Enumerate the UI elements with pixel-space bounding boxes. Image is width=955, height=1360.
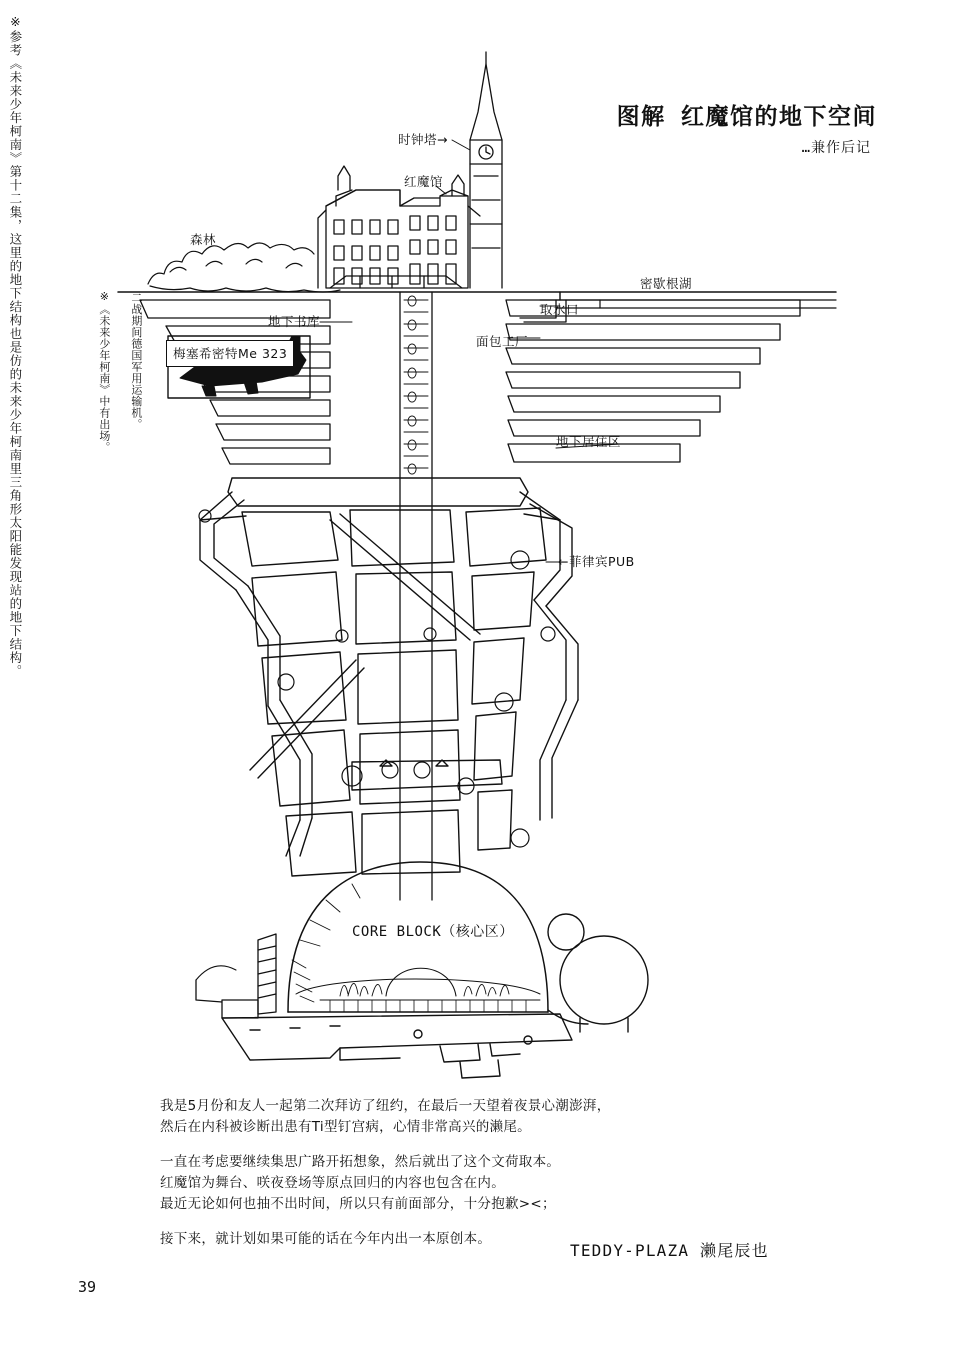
label-clock-tower: 时钟塔→: [398, 132, 448, 147]
afterword-p2-line1: 一直在考虑要继续集思广路开拓想象，然后就出了这个文荷取本。: [160, 1153, 561, 1170]
core-foundation-slab: [222, 1014, 572, 1078]
inner-vertical-note-1: ※《未来少年柯南》中有出场。: [97, 290, 111, 453]
afterword-p2-line3: 最近无论如何也抽不出时间，所以只有前面部分，十分抱歉><；: [160, 1195, 556, 1212]
page-subtitle: …兼作后记: [801, 140, 871, 156]
afterword-p3-line1: 接下来，就计划如果可能的话在今年内出一本原创本。: [160, 1230, 492, 1247]
label-scarlet-mansion: 红魔馆: [404, 174, 444, 189]
mid-section-chambers: [228, 478, 546, 876]
label-core-block: CORE BLOCK（核心区）: [352, 924, 514, 940]
afterword-p1-line1: 我是5月份和友人一起第二次拜访了纽约，在最后一天望着夜景心潮澎湃，: [160, 1098, 611, 1114]
afterword-p1-line2: 然后在内科被诊断出患有Ti型钉宫病，心情非常高兴的濑尾。: [160, 1118, 531, 1135]
label-philippine-pub: ←菲律宾PUB: [558, 554, 635, 569]
diagram-title-block: [617, 98, 877, 157]
left-vertical-note: ※参考《未来少年柯南》第十二集，这里的地下结构也是仿的未来少年柯南里三角形太阳能发现站的地下结构。: [7, 14, 23, 678]
forest-treeline: [148, 243, 340, 292]
label-underground-library: 地下书库: [268, 314, 321, 329]
label-forest: 森林: [190, 232, 217, 247]
page-number: 39: [78, 1278, 97, 1296]
spherical-tanks: [548, 914, 648, 1032]
page-title: 图解 红魔馆的地下空间: [616, 104, 877, 130]
afterword-text: [160, 1096, 860, 1250]
scarlet-mansion-building: [318, 52, 502, 288]
afterword-p2-line2: 红魔馆为舞台、咲夜登场等原点回归的内容也包含在内。: [160, 1174, 505, 1191]
inner-vertical-note-2: 二战期间德国军用运输机。: [129, 292, 143, 430]
label-water-intake: 取水口: [540, 302, 580, 317]
label-misty-lake: 密歇根湖: [640, 276, 693, 291]
central-vertical-shaft: [400, 292, 432, 900]
label-aircraft-me323: 梅塞希密特Me 323: [166, 340, 294, 367]
author-signature: TEDDY-PLAZA 濑尾辰也: [570, 1241, 769, 1260]
label-bakery: 面包工厂: [476, 334, 529, 349]
lower-left-structures: [196, 934, 276, 1018]
afterword-paragraph-2: [160, 1152, 860, 1215]
label-underground-residence: 地下居住区: [556, 434, 622, 449]
afterword-paragraph-1: [160, 1096, 860, 1138]
